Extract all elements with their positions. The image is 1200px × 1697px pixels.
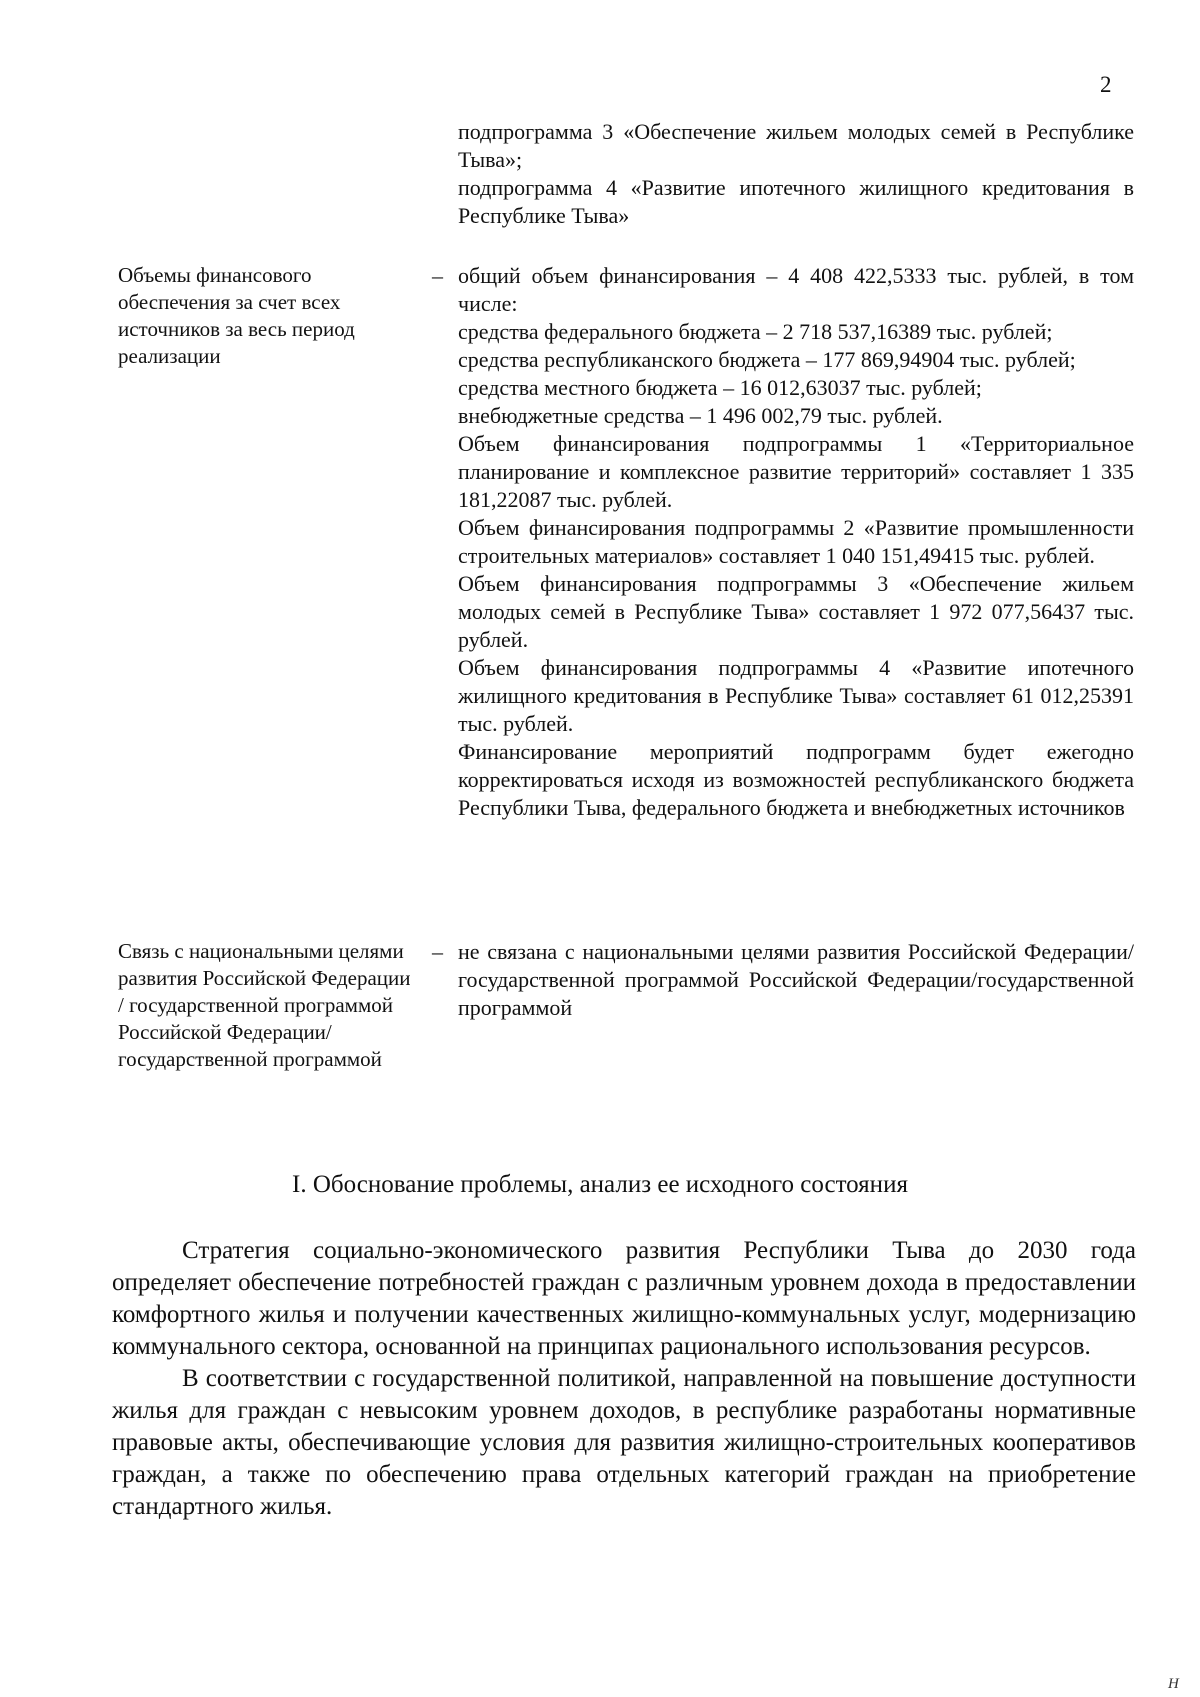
financing-total: общий объем финансирования – 4 408 422,5333 тыс. рублей, в том числе: [458,263,1134,316]
national-goals-dash: – [432,939,443,964]
financing-details [458,262,1134,822]
financing-adjustment-note: Финансирование мероприятий подпрограмм будет ежегодно корректироваться исходя из возможностей республиканского бюджета Республики Тыва, федерального бюджета и внебюджетных источников [458,739,1134,820]
subprogram-3: подпрограмма 3 «Обеспечение жильем молодых семей в Республике Тыва»; [458,119,1134,172]
subprograms-cell [458,118,1134,230]
financing-subprogram-2: Объем финансирования подпрограммы 2 «Развитие промышленности строительных материалов» составляет 1 040 151,49415 тыс. рублей. [458,515,1134,568]
financing-local: средства местного бюджета – 16 012,63037 тыс. рублей; [458,375,982,400]
financing-republican: средства республиканского бюджета – 177 869,94904 тыс. рублей; [458,347,1076,372]
financing-federal: средства федерального бюджета – 2 718 537,16389 тыс. рублей; [458,319,1053,344]
subprogram-4: подпрограмма 4 «Развитие ипотечного жилищного кредитования в Республике Тыва» [458,175,1134,228]
financing-dash: – [432,263,443,288]
margin-handwritten-mark: Н [1168,1676,1179,1692]
paragraph-policy: В соответствии с государственной политикой, направленной на повышение доступности жилья для граждан с невысоким уровнем доходов, в республике разработаны нормативные правовые акты, обеспечивающие условия для развития жилищно-строительных кооперативов граждан, а также по обеспечению права отдельных категорий граждан на приобретение стандартного жилья. [112,1365,1136,1520]
financing-subprogram-3: Объем финансирования подпрограммы 3 «Обеспечение жильем молодых семей в Республике Тыва» составляет 1 972 077,56437 тыс. рублей. [458,571,1134,652]
page-number: 2 [1100,72,1112,97]
section-heading: I. Обоснование проблемы, анализ ее исходного состояния [292,1171,908,1198]
paragraph-strategy: Стратегия социально-экономического развития Республики Тыва до 2030 года определяет обеспечение потребностей граждан с различным уровнем дохода в предоставлении комфортного жилья и получении качественных жилищно-коммунальных услуг, модернизацию коммунального сектора, основанной на принципах рационального использования ресурсов. [112,1237,1136,1360]
national-goals-text: не связана с национальными целями развития Российской Федерации/государственной программой Российской Федерации/государственной программой [458,939,1134,1020]
section-body [112,1235,1136,1523]
national-goals-label: Связь с национальными целями развития Российской Федерации / государственной программой Российской Федерации/ государственной программой [118,939,411,1071]
financing-label: Объемы финансового обеспечения за счет всех источников за весь период реализации [118,263,355,368]
financing-extrabudget: внебюджетные средства – 1 496 002,79 тыс. рублей. [458,403,943,428]
financing-subprogram-4: Объем финансирования подпрограммы 4 «Развитие ипотечного жилищного кредитования в Республике Тыва» составляет 61 012,25391 тыс. рублей. [458,655,1134,736]
financing-subprogram-1: Объем финансирования подпрограммы 1 «Территориальное планирование и комплексное развитие территорий» составляет 1 335 181,22087 тыс. рублей. [458,431,1134,512]
